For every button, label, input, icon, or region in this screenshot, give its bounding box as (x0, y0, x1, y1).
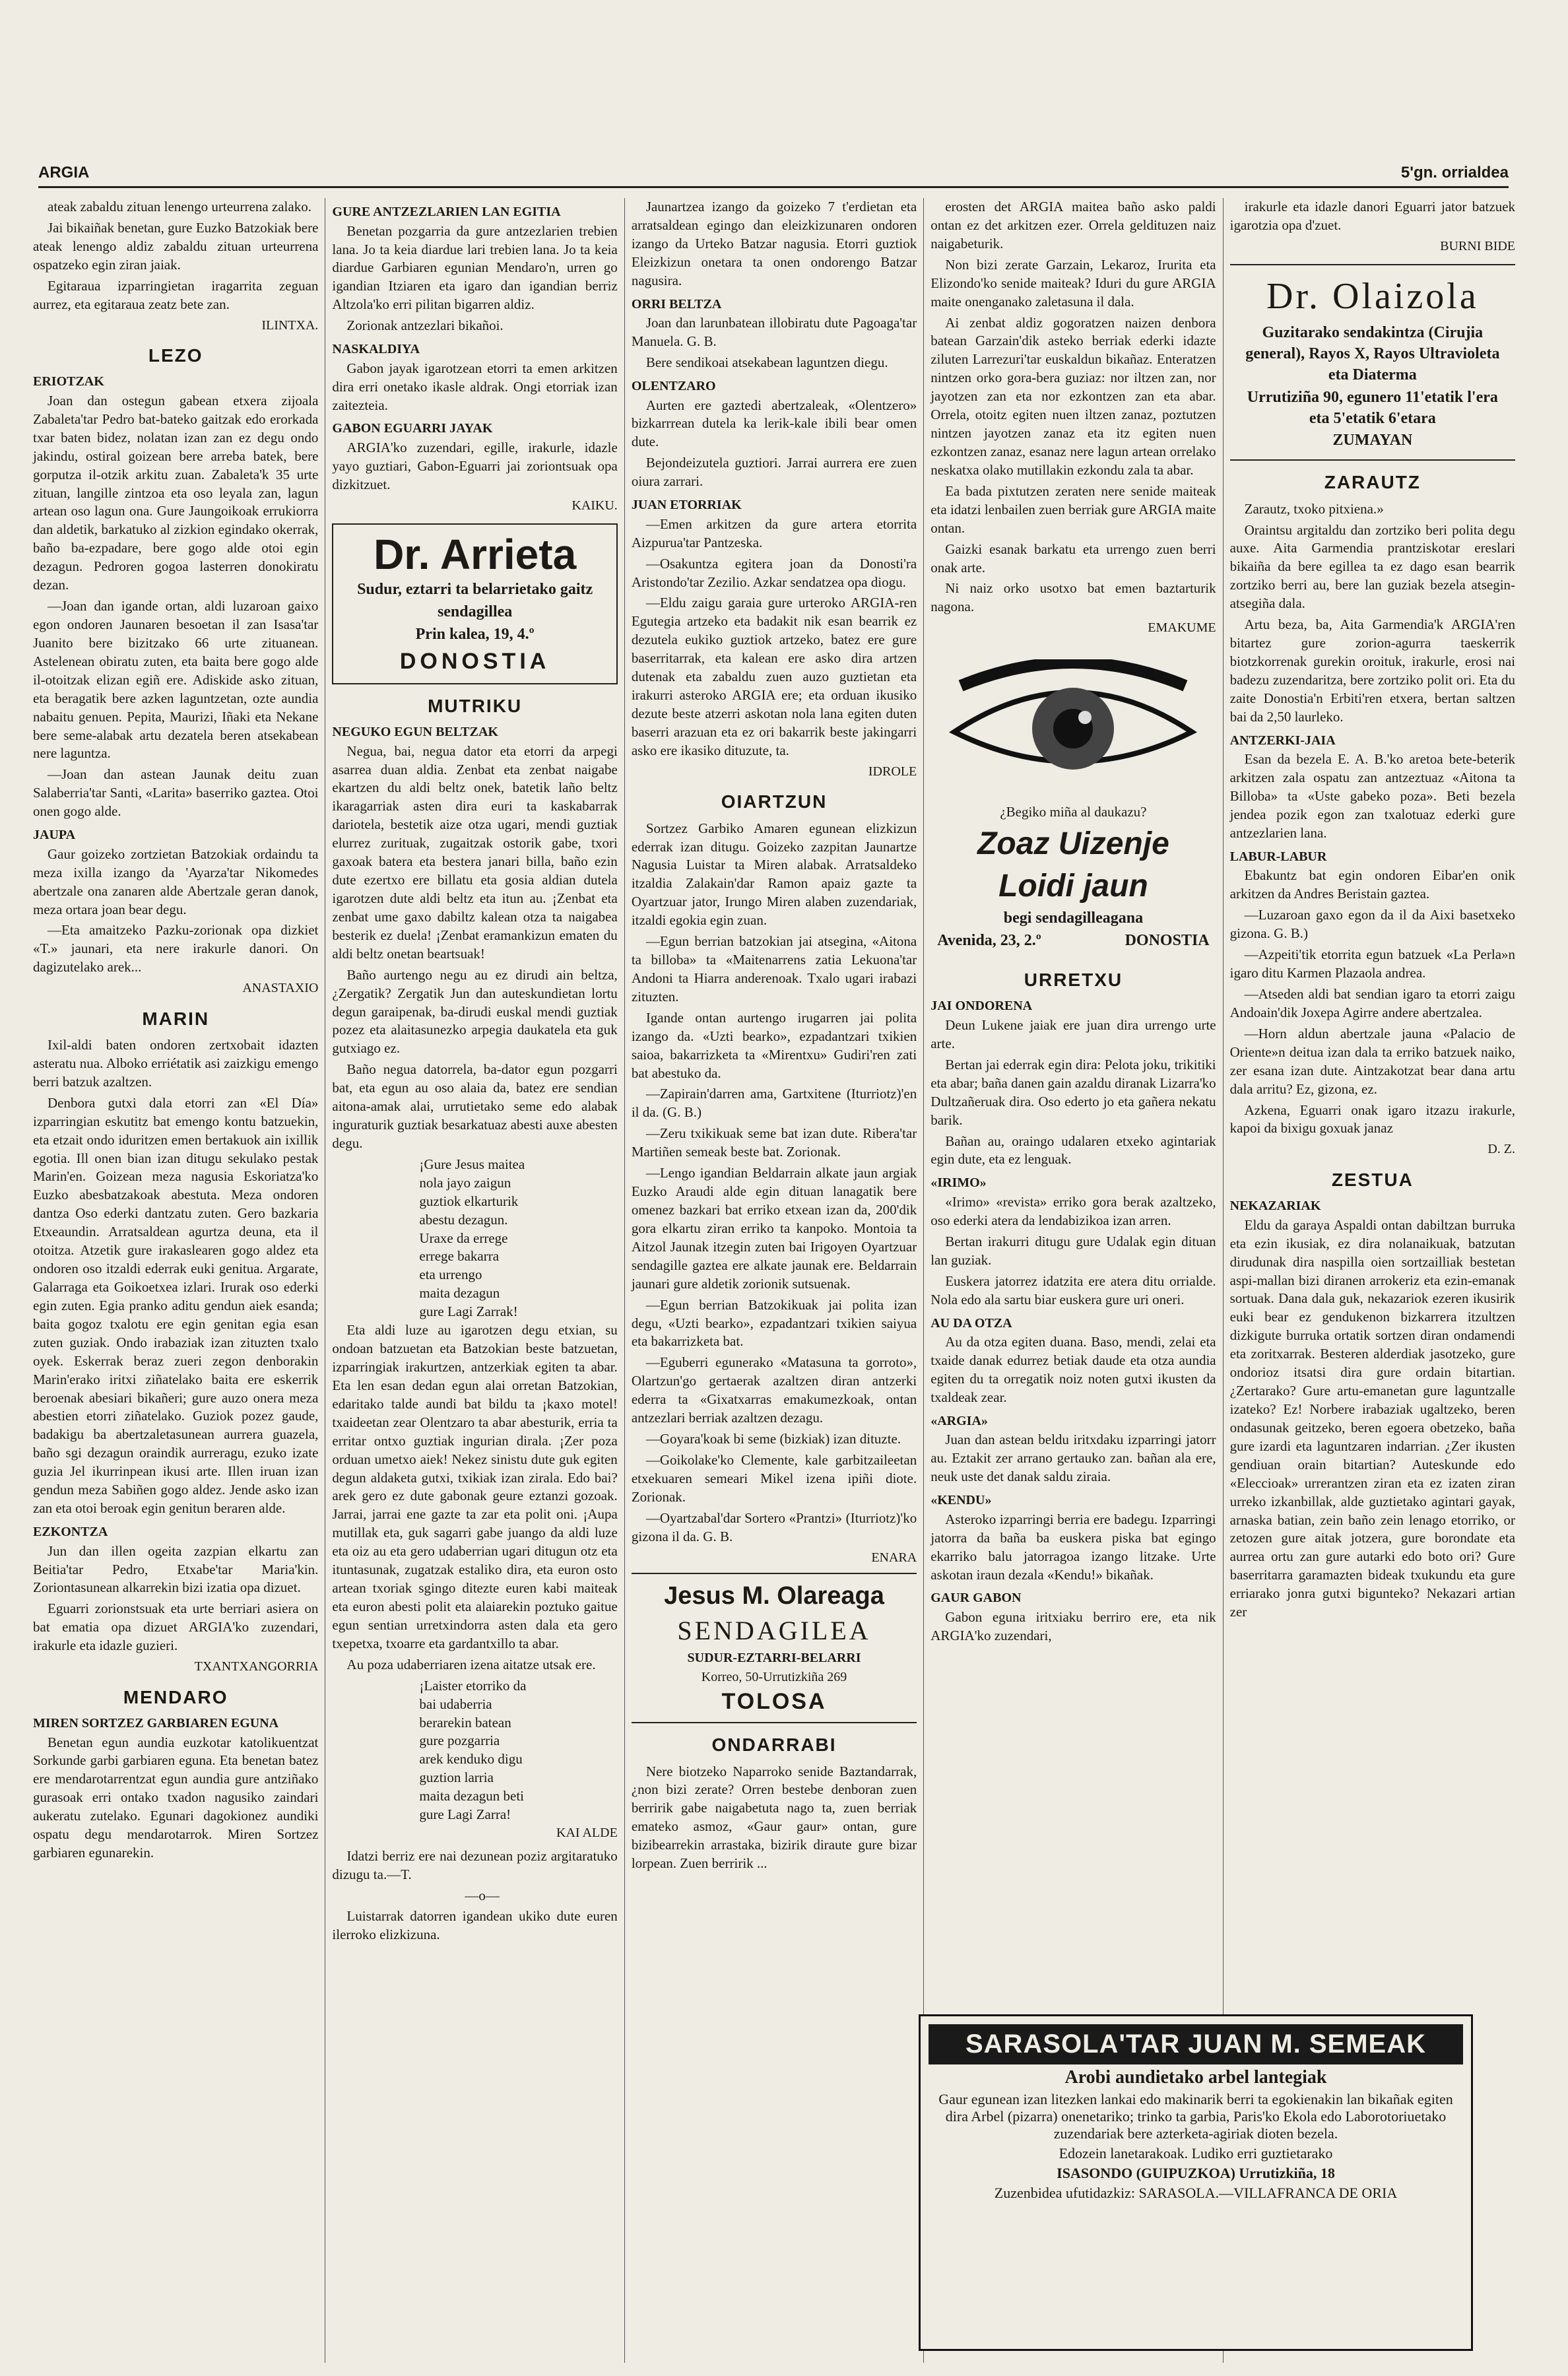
section-heading: GURE ANTZEZLARIEN LAN EGITIA (332, 205, 561, 219)
article-paragraph: Bertan jai ederrak egin dira: Pelota joku, trikitiki eta abar; baña danen gain azaldu diranak Lizarra'ko Dultzañeruak dira. Oso ederto jo eta gañera nekatu barik. (931, 1056, 1216, 1128)
sarasola-line-1: Arobi aundietako arbel lantegiak (1064, 2067, 1327, 2088)
article-paragraph: Nere biotzeko Naparroko senide Baztandarrak, ¿non bizi zerate? Orren bestebe denboran zuen berririk gabe naigabetuta nago ta, zuen berriak emateko asmoz, «Gaur gaur» ontan, gure bizibearrekin arrastaka, bizirik diraute gure bizar lorpean. Zuen berririk ... (631, 1763, 917, 1872)
arrieta-advertisement (332, 523, 617, 684)
doctor-name: Jesus M. Olareaga (664, 1582, 884, 1610)
author-signature: KAIKU. (572, 498, 618, 513)
article-paragraph: —Lengo igandian Beldarrain alkate jaun argiak Euzko Araudi alde egin dituan lanagatik bere omenez bazkari bat erriko etxean izan da, 200'dik gora elkartu ziran erriko ta kanpoko. Montoia ta Aitzol Jaunak itzegin zuten bai Irigoyen Oyartzuar sendagille gaztea ere alkate jaunak ere. Beldarrain jaunari gure aldetik zorionik sutsuenak. (631, 1165, 917, 1292)
ad-title: SENDAGILEA (677, 1615, 871, 1645)
article-paragraph: Jai bikaiñak benetan, gure Euzko Batzokiak bere ateak lenengo aldiz zabaldu zituan urteurrena ospatzeko egin ziran jaiak. (33, 219, 319, 273)
article-paragraph: Azkena, Eguarri onak igaro itzazu irakurle, kapoi da bixigu goxuak janaz (1229, 1102, 1516, 1137)
ad-address: Avenida, 23, 2.º (937, 932, 1041, 950)
article-paragraph: —Atseden aldi bat sendian igaro ta etorri zaigu Andoain'dik Joxepa Agirre andere abertzalea. (1229, 985, 1516, 1020)
author-signature: ILINTXA. (261, 317, 319, 333)
article-paragraph: Sortzez Garbiko Amaren egunean elizkizun ederrak izan ditugu. Goizeko zazpitan Jaunartze Nagusia Luistar ta Miren alabak. Arratsaldeko itzaldia Zalakain'dar Ramon apaiz gazte ta Oyartzuar jator, Irungo Miren alaben zuzendariak, itzaldi egokia egin zuan. (631, 820, 917, 929)
article-paragraph: ARGIA'ko zuzendari, egille, irakurle, idazle yayo guztiari, Gabon-Eguarri jai zoriontsuak opa dizkitzuet. (332, 440, 618, 492)
author-signature: TXANTXANGORRIA (194, 1659, 319, 1674)
poem-line: gure Lagi Zarrak! (419, 1304, 518, 1320)
section-heading: GABON EGUARRI JAYAK (332, 421, 493, 436)
article-paragraph: «Irimo» «revista» erriko gora berak azaltzeko, oso ederki atera da lendabizikoa izan arren. (931, 1193, 1216, 1228)
author-signature: BURNI BIDE (1440, 238, 1516, 253)
author-signature: EMAKUME (1148, 620, 1216, 636)
column-2 (325, 198, 624, 2363)
sarasola-line-3: Edozein lanetarakoak. Ludiko erri guztietarako (1059, 2145, 1333, 2162)
section-heading: LABUR-LABUR (1229, 849, 1327, 864)
article-paragraph: Idatzi berriz ere nai dezunean poziz argitaratuko dizugu ta.—T. (332, 1847, 618, 1882)
ad-city: DONOSTIA (399, 648, 550, 674)
ad-address-row (937, 931, 1209, 952)
page-number: 5'gn. orrialdea (1400, 164, 1509, 182)
article-paragraph: Esan da bezela E. A. B.'ko aretoa bete-beterik arkitzen zala ospatu zan antzeztuaz «Aitona ta Billoba» ta «Uste gabeko poza». Beti bezela jendea pozik egon zan txalotuaz ederki gure antzezlarien lana. (1229, 751, 1516, 841)
poem-line: bai udaberria (419, 1696, 492, 1712)
page-header (38, 158, 1509, 188)
column-1 (26, 198, 325, 2363)
section-heading: NASKALDIYA (332, 342, 420, 357)
article-paragraph: Negua, bai, negua dator eta etorri da arpegi asarrea duan aldia. Zenbat eta zenbat naigabe ekartzen du aldi beltz onek, batetik laño beltz ikaragarriak asten dira euri ta kaskabarrak dariotela, bestetik aize otza ugari, mendi guztiak elurrez zurituak, zugaitzak ostorik gabe, txori gaxoak batera eta bestera janari billa, baño ezin dute ezertxo ere billatu eta gosia aldian dutela igarotzen dute aldi beltz eta itun au. ¡Zenbat eta zenbat ume gaxo dabiltz kalean otza ta naigabea besterik ez duela! ¡Zenbat eramankizun ematen du aldi beltz onetan beartsuak! (332, 742, 618, 962)
article-paragraph: —Azpeiti'tik etorrita egun batzuek «La Perla»n igaro ditu Karmen Plazaola andrea. (1229, 946, 1516, 981)
ad-line: Sudur, eztarri ta belarrietako gaitz (357, 580, 593, 598)
section-heading: ANTZERKI-JAIA (1229, 733, 1336, 748)
town-heading: ZARAUTZ (1324, 472, 1421, 493)
article-paragraph: —Luzaroan gaxo egon da il da Aixi basetxeko gizona. G. B.) (1229, 907, 1516, 942)
article-paragraph: Jaunartzea izango da goizeko 7 t'erdietan eta arratsaldean egingo dan eleizkizunaren ondoren izango da Urteko Batzar nagusia. Etorri guztiok Eleizkizun onetara ta onen ondorengo Batzar nagusira. (631, 199, 917, 288)
article-paragraph: ateak zabaldu zituan lenengo urteurrena zalako. (48, 199, 311, 214)
article-paragraph: Benetan pozgarria da gure antzezlarien trebien lana. Jo ta keia diardue lari trebien lana. Jo ta keia diardue Garbiaren egunian Mendaro'n, urren go igandian Itziaren eta igaro dan igandian berriz Altzola'ko erri pilitan bigarren aldiz. (332, 222, 618, 313)
article-paragraph: Non bizi zerate Garzain, Lekaroz, Irurita eta Elizondo'ko senide maiteak? Iduri du gure ARGIA maite onenganako zaletasuna il dala. (931, 256, 1216, 310)
article-paragraph: —Eldu zaigu garaia gure urteroko ARGIA-ren Egutegia artzeko eta badakit nik esan bearrik ez dezutela eukiko guztiok artzeko, batez ere gure baserritarrak, eta kalean ere asko dira artzen dutenak eta zabaldu zuen auzo guztietan eta irakurri asteroko ARGIA ere; eta orduan ikusiko dezute beste atzerri askotan nola lana egiten duten baserri arazuan eta ez ori bakarrik beste jakingarri asko ere ikasiko dituzute, ta. (631, 595, 917, 758)
separator: —o— (465, 1887, 500, 1903)
author-signature: ENARA (871, 1550, 917, 1565)
ad-line: sendagillea (437, 603, 513, 620)
section-heading: ERIOTZAK (33, 374, 104, 389)
poem-line: maita dezagun beti (419, 1788, 525, 1804)
sarasola-line-2: Gaur egunean izan litezken lankai edo makinarik berri ta egokienakin lan bikañak egiten dira Arbel (pizarra) onenetariko; trinko ta garbia, Paris'ko Ekola edo Laborotoriuetako zuzendariak bere azterketa-agiriak dioten bezela. (938, 2091, 1453, 2142)
article-paragraph: —Horn aldun abertzale jauna «Palacio de Oriente»n deitua izan dala ta erriko batzuek naiko, zer esana izan dute. Aintzakotzat bear dana artu dala arritu? Ez, gizona, ez. (1229, 1025, 1516, 1097)
article-paragraph: Bere sendikoai atsekabean laguntzen diegu. (645, 354, 888, 371)
article-paragraph: Ebakuntz bat egin ondoren Eibar'en onik arkitzen da Andres Beristain gaztea. (1229, 867, 1516, 902)
article-paragraph: Bañan au, oraingo udalaren etxeko agintariak egin dute, eta ez lenguak. (931, 1133, 1216, 1168)
loidi-advertisement (931, 646, 1216, 958)
town-heading: MENDARO (123, 1686, 228, 1707)
town-heading: ONDARRABI (711, 1734, 837, 1756)
section-heading: MIREN SORTZEZ GARBIAREN EGUNA (33, 1715, 279, 1731)
article-paragraph: Au da otza egiten duana. Baso, mendi, zelai eta txaide danak edurrez betiak daude eta otza aundia egiten du ta orregatik noiz noten gutxi ikusten da txaldeak zear. (931, 1334, 1216, 1405)
section-heading: ORRI BELTZA (631, 296, 722, 312)
poem-line: gure Lagi Zarra! (419, 1806, 511, 1823)
section-heading: OLENTZARO (631, 378, 716, 393)
poem-line: guztiok elkarturik (419, 1193, 519, 1209)
ad-question: ¿Begiko miña al daukazu? (1000, 803, 1147, 820)
article-paragraph: —Oyartzabal'dar Sortero «Prantzi» (Iturriotz)'ko gizona il da. G. B. (631, 1509, 917, 1544)
article-paragraph: —Emen arkitzen da gure artera etorrita Aizpurua'tar Pantzeska. (631, 515, 917, 550)
jesus-advertisement (632, 1573, 917, 1723)
article-paragraph: Aurten ere gaztedi abertzaleak, «Olentzero» bizkarrrean dutela ka lerik-kale ibili bear omen dute. (631, 397, 917, 450)
sarasola-title: SARASOLA'TAR JUAN M. SEMEAK (929, 2024, 1463, 2064)
article-paragraph: Deun Lukene jaiak ere juan dira urrengo urte arte. (931, 1017, 1216, 1051)
poem-line: maita dezagun (419, 1285, 500, 1302)
ad-city: TOLOSA (721, 1689, 827, 1715)
poem-line: arek kenduko digu (419, 1751, 523, 1767)
town-heading: LEZO (148, 345, 203, 366)
article-paragraph: Baño aurtengo negu au ez dirudi ain beltza, ¿Zergatik? Zergatik Jun dan auteskundietan lortu degun garaipenak, ba-dirudi euskal mendi guztiak pozez eta alaitasunezko arpegia daukatela eta guk gutxiago ez. (332, 966, 618, 1057)
article-paragraph: Gabon eguna iritxiaku berriro ere, eta nik ARGIA'ko zuzendari, (931, 1609, 1216, 1643)
article-paragraph: Gaizki esanak barkatu eta urrengo zuen berri onak arte. (931, 541, 1216, 576)
article-paragraph: Bertan irakurri ditugu gure Udalak egin dituan lan guziak. (931, 1233, 1216, 1268)
sarasola-line-4: ISASONDO (GUIPUZKOA) Urrutizkiña, 18 (1057, 2165, 1335, 2181)
article-paragraph: —Zeru txikikuak seme bat izan dute. Ribera'tar Martiñen semeak beste bat. Zorionak. (631, 1125, 917, 1160)
article-paragraph: —Osakuntza egitera joan da Donosti'ra Aristondo'tar Zezilio. Azkar sendatzea opa diogu. (631, 555, 917, 590)
town-heading: URRETXU (1024, 970, 1123, 991)
article-paragraph: —Joan dan astean Jaunak deitu zuan Salaberria'tar Santi, «Larita» baserriko gaztea. Otoi onen gogo alde. (33, 766, 319, 820)
article-paragraph: —Joan dan igande ortan, aldi luzaroan gaixo egon ondoren Jaunaren besoetan il zan Isasa'tar Juanito bere bizitzako 66 urte zituanean. Astelenean obiratu zuten, eta baita bere gogo alde il-otoitzak elizan egiñ ere. Adiskide asko zituan, eta beragatik bere azken laguntzetan, ozte aundia nabaitu genuen. Pepita, Maurizi, Iñaki eta Nekane bere seme-alabak artu dezatela beren atsekabean nere laguntza. (33, 598, 319, 762)
poem-line: guztion larria (419, 1769, 494, 1786)
section-heading: NEKAZARIAK (1229, 1199, 1321, 1214)
article-paragraph: Joan dan ostegun gabean etxera zijoala Zabaleta'tar Pedro bat-bateko gaitzak edo erorkada txar baten bidez, nolatan izan zan ez degu ondo jakindu, ostiral goizean bere arreba batek, bere gorputza il-otzik arkitu zuan. Zabaleta'k 35 urte zituan, langille zintzoa eta oso leyala zan, lagun artean oso lagun ona. Gure Jaungoikoak errukiorra dan aldetik, barkatuko al zizkion egindako okerrak, baño ba-ezpadare, bere gogo alde otoi egin dezagun. Pedroren gogoa lasterren donokiratu dezan. (33, 392, 319, 593)
article-paragraph: Ai zenbat aldiz gogoratzen naizen denbora batean Garzain'dik asteko berriak ederki idazte ziluten Larrezuri'tar euskaldun bikañaz. Enteratzen nintzen orko gora-bera guziaz: nor iltzen zan, nor jayotzen zan eta nor ezkontzen zan eta abar. Orrela, otoitz egiten nuen iltzen zanaz, poztutzen nintzen jayotzen zanaz eta itz egiten nuen ezkontzen zanaz, esanaz nere lagun artean orrelako neskatxa olako mutillakin ezkondu zala ta abar. (931, 314, 1216, 478)
article-paragraph: —Egun berrian batzokian jai atsegina, «Aitona ta billoba» ta «Maitenarrens zatia Lekuona'tar Andoni ta Hiarra anderenoak. Txalo ugari irabazi zituzten. (631, 933, 917, 1005)
ad-specialty: begi sendagilleagana (1003, 909, 1144, 927)
town-heading: MUTRIKU (428, 695, 523, 716)
article-paragraph: Au poza udaberriaren izena aitatze utsak ere. (346, 1656, 596, 1672)
poem-line: eta urrengo (419, 1267, 482, 1283)
ad-specialty: SUDUR-EZTARRI-BELARRI (687, 1650, 861, 1665)
article-paragraph: Zorionak antzezlari bikañoi. (346, 317, 504, 334)
section-heading: «IRIMO» (931, 1175, 987, 1191)
poem-line: nola jayo zaigun (419, 1174, 511, 1191)
article-paragraph: Denbora gutxi dala etorri zan «El Día» izparringian eskutitz bat emengo kontu batzuekin, eta etzait ondo iduritzen emen bertakuok ain ixillik egotia. Ill onen bian izan ditugu sekulako pestak Marin'en. Goizean meza nagusia Eskoriatza'ko Euzko abesbatzakoak abestuta. Meza ondoren dantza Oso ederki dantzatu zuten. Gero bazkaria Etxeaundin. Arratsaldean agurtza deuna, eta il otoitza. Atzetik gure irakaslearen gogo aldez eta ondoren oso itzaldi ederrak euki genitua. Argarate, Galarraga eta Goikoetxea izlari. Irurak oso ederki egin zuten. Egia pranko aditu gendun aiek esanda; baita gogoz txalotu ere egin genitan egia esan zuten guziak. Ondo irabaziak izan zituzten txalo oyek. Eskerrak beraz zueri zegon denborakin Marin'erako iritxi ziñatelako baita ere eskerrik beroenak abesiari bikañeri; gure auzo onera meza abestien etorri ziñatelako. Guziok pozez gaude, badakigu ba abertzaletasunean aurrera guazela, baño sgi dezagun oraindik aurreragu, ezuko izate guzia Jel ikurrinpean ikusi arte. Illen iruan izan gendun meza Sabiñen gogo aldez. Jende asko izan zan eta otoi beroak egin genitun beraren alde. (33, 1094, 319, 1517)
article-paragraph: Jun dan illen ogeita zazpian elkartu zan Beitia'tar Pedro, Etxabe'tar Maria'kin. Zoriontasunean alkarrekin bizi izatia opa dizuet. (33, 1542, 319, 1596)
ad-address: Prin kalea, 19, 4.º (415, 625, 535, 643)
article-paragraph: —Zapirain'darren ama, Gartxitene (Iturriotz)'en il da. (G. B.) (631, 1086, 917, 1121)
article-paragraph: Oraintsu argitaldu dan zortziko beri polita degu auxe. Aita Garmendia prantziskotar ereslari bikaiña da bere egillea ta ez dago esan bearrik zortziko berri au, bere lan guziak bezela atsegin-atsegiña dala. (1229, 521, 1516, 612)
article-paragraph: irakurle eta idazle danori Eguarri jator batzuek igarotzia opa d'zuet. (1229, 199, 1516, 233)
section-heading: JAUPA (33, 828, 76, 843)
ad-address: Korreo, 50-Urrutizkiña 269 (701, 1669, 847, 1684)
eye-illustration (937, 659, 1209, 797)
article-paragraph: Eta aldi luze au igarotzen degu etxian, su ondoan batzuetan eta Batzokian beste batzuetan, izparringiak irakurtzen, antzerkiak egiten ta abar. Eta len esan dedan egun alai orretan Batzokian, edaritako talde aundi bat bildu ta ¡kaxo motel! txaideetan zear Olentzaro ta abar abesturik, erria ta erritar ontxo guztiak ingurian dirala. ¡Zer poza orduan umetxo aiek! Nekez sinistu dute guk egiten degun aldaketa gutxi, txikiak izan zirala. Edo bai? arek gero ez dute gabonak geure eztanzi gozoak. Jarrai, jarrai ene gazte ta zar eta polit oni. ¡Aupa mutillak eta, guk sagarri gabe juango da aldi luze eta oiz au eta gero udaberrian ugari ditugun otz eta ituntasunak, zugatzak estaliko dira, eta euron osto artean txoriak sgingo ditezte euren kabi maiteak eta euron abesti polit eta alaiarekin poztuko gaitue egun sentian urretxindorra asten dala eta gero txepetxa, txoarre eta gardantxillo ta abar. (332, 1322, 618, 1651)
section-heading: AU DA OTZA (931, 1315, 1012, 1331)
section-heading: EZKONTZA (33, 1525, 108, 1539)
author-signature: ANASTAXIO (242, 981, 319, 996)
ad-line: Guzitarako sendakintza (Cirujia general), Rayos X, Rayos Ultravioleta eta Diaterma (1245, 323, 1500, 383)
column-3 (625, 198, 924, 2363)
article-paragraph: erosten det ARGIA maitea baño asko paldi ontan ez det arkitzen ezer. Orrela geldituzen naiz naigabeturik. (931, 199, 1216, 251)
article-paragraph: Eguarri zorionstsuak eta urte berriari asiera on bat ematia opa dizuet ARGIA'ko zuzendari, irakurle eta idazle guzieri. (33, 1600, 319, 1654)
section-heading: JUAN ETORRIAK (631, 498, 742, 513)
town-heading: ZESTUA (1331, 1169, 1414, 1190)
author-signature: IDROLE (868, 764, 917, 779)
article-paragraph: —Eguberri egunerako «Matasuna ta gorroto», Olartzun'go gertaerak azaltzen diran antzerki ederra ta «Gixatxarras emakumezkoak, ontan antzezlari berriak azaltzen dezagu. (631, 1354, 917, 1426)
article-paragraph: Juan dan astean beldu iritxdaku izparringi jatorr au. Eztakit zer arrano gertauko zan. bañan ala ere, neuk uste det danak saldu ziraia. (931, 1432, 1216, 1485)
ad-city: DONOSTIA (1125, 932, 1210, 950)
section-heading: «KENDU» (931, 1493, 992, 1508)
article-paragraph: Egitaraua izparringietan iragarrita zeguan aurrez, eta egitaraua zeatz bete zan. (33, 277, 319, 312)
article-paragraph: Ni naiz orko usotxo bat emen baztarturik nagona. (931, 580, 1216, 615)
sarasola-advertisement (919, 2014, 1473, 2351)
poem-line: ¡Gure Jesus maitea (419, 1156, 525, 1172)
poem-line: gure pozgarria (419, 1732, 500, 1749)
article-paragraph: Bejondeizutela guztiori. Jarrai aurrera ere zuen oiura zarrari. (631, 455, 917, 490)
article-paragraph: Baño negua datorrela, ba-dator egun pozgarri bat, eta egun au oso alaia da, batez ere sendian aitona-amak alai, urrutietako seme edo alabak inguraturik guztiak besarkatuaz abesti auxe abesten degu. (332, 1061, 618, 1151)
article-paragraph: Igande ontan aurtengo irugarren jai polita izango da. «Uzti bearko», ezpadantzari txikien saioa, bakarrizketa ta «Mirentxu» Gudiri'ren zati bat abestuko da. (631, 1009, 917, 1081)
article-paragraph: Artu beza, ba, Aita Garmendia'k ARGIA'ren bitartez gure zorion-agurra taeskerrik biotzkorrenak gurekin oroituk, irakurle, erosi nai badezu zuzendaritza, bere zortziko polit ori. Eta du zaite Donostia'n Erbiti'ren etxera, bertan saltzen bai da 2,50 laurleko. (1229, 616, 1516, 725)
article-paragraph: —Goikolake'ko Clemente, kale garbitzaileetan etxekuaren semeari Mikel izena ipiñi diote. Zorionak. (631, 1452, 917, 1505)
paper-name: ARGIA (38, 164, 90, 182)
article-paragraph: —Egun berrian Batzokikuak jai polita izan degu, «Uzti bearko», ezpadantzari txikien saiyua eta bakarrizketa bat. (631, 1296, 917, 1350)
olaizola-advertisement (1230, 264, 1515, 461)
town-heading: OIARTZUN (721, 791, 828, 812)
author-signature: KAI ALDE (556, 1826, 618, 1841)
section-heading: NEGUKO EGUN BELTZAK (332, 725, 498, 739)
article-paragraph: Gabon jayak igarotzean etorri ta emen arkitzen dira erri onetako ikasle aldrak. Ongi etorriak izan zaitezteia. (332, 360, 618, 413)
doctor-name: Dr. Olaizola (1266, 276, 1479, 317)
article-paragraph: Eldu da garaya Aspaldi ontan dabiltzan burruka eta ezin ikusiak, ez dira nolanaikuak, batzutan dirudunak dira naspilla oien sortzailliak bestetan aspi-mallan bizi diranen arrokeriz eta ezin-emanak sortuak. Dana dala guk, nekazariok ezeren ikusirik euki bear ez gendukenon bizkarrera itzultzen dizkigute burruka ortatik sortzen diran ondamendi eta zoritxarrak. Besteren alderdiak jasotzeko, gure ondorioz itsatsi dira gure ordain bitartian. ¿Zertarako? Gure artu-emanetan gure laguntzalle izateko? Ez! Norbere irabaziak ugaltzeko, beren ondasunak geitzeko, beren egoera obetzeko, baña gure izardi eta laguntzaren indarrian. ¿Zer ikusten gendiuan orain bitartian? Auteskunde edo «Eleccioak» urrerantzen ziran eta ez izaten ziran urreko izkanbillak, alde guztietako agintari gayak, arnaska batian, zein baño zein lenago etorriko, or zetozen gure aitak jotzera, gure borondate eta aurrea ortu zan gure autarki edo boto ori? Gure baserritarra garamazten bideak txukundu eta gure erriarako jonra gutxi bigunteko? Nekazari artian zer (1229, 1216, 1516, 1620)
sarasola-line-5: Zuzenbidea ufutidazkiz: SARASOLA.—VILLAFRANCA DE ORIA (994, 2185, 1398, 2201)
town-heading: MARIN (142, 1008, 210, 1029)
poem-line: abestu dezagun. (419, 1211, 508, 1228)
article-paragraph: Ea bada pixtutzen zeraten nere senide maiteak eta idatzi lenbailen zuen berriak gure ARGIA maite ontan. (931, 482, 1216, 536)
poem-line: Uraxe da errege (419, 1230, 508, 1246)
section-heading: «ARGIA» (931, 1413, 988, 1428)
article-paragraph: Benetan egun aundia euzkotar katolikuentzat Sorkunde garbi garbiaren eguna. Eta benetan batez ere mendarotarrentzat egun aundia gure antziñako gurasoak erri ontako txadon nagusiko zaindari aukeratu zutelako. Egunari dagokionez aundiki ospatu degu mendarotarrok. Miren Sortzez garbiaren egunarekin. (33, 1734, 319, 1861)
article-paragraph: Euskera jatorrez idatzita ere atera ditu orrialde. Nola edo ala sartu biar euskera gure uri oneri. (931, 1272, 1216, 1307)
article-paragraph: —Goyara'koak bi seme (bizkiak) izan dituzte. (645, 1431, 901, 1447)
author-signature: D. Z. (1487, 1142, 1516, 1157)
section-heading: GAUR GABON (931, 1591, 1022, 1606)
article-paragraph: Joan dan larunbatean illobiratu dute Pagoaga'tar Manuela. G. B. (631, 315, 917, 350)
poem-line: errege bakarra (419, 1248, 500, 1265)
article-paragraph: Zarautz, txoko pitxiena.» (1244, 500, 1384, 517)
poem-line: ¡Laister etorriko da (419, 1677, 527, 1694)
eye-icon (948, 659, 1198, 791)
poem-verse (332, 1677, 617, 1824)
article-paragraph: Asteroko izparringi berria ere badegu. Izparringi jatorra da baña ba euskera piska bat egingo ekarriko balu jatorragoa izango litzake. Urte askotan iraun dezala «Kendu!» bikañak. (931, 1511, 1216, 1583)
poem-verse (332, 1156, 617, 1321)
ad-line: Urrutiziña 90, egunero 11'etatik l'era eta 5'etatik 6'etara (1247, 388, 1498, 427)
article-paragraph: Ixil-aldi baten ondoren zertxobait idazten asteratu nua. Alboko erriétatik asi zaizkigu emengo berri batzuk azaltzen. (33, 1037, 319, 1090)
article-paragraph: Gaur goizeko zortzietan Batzokiak ordaindu ta meza ixilla izango da 'Ayarza'tar Nikomedes abertzale ona zanaren alde Abertzale geran danok, meza ortara joan bear degu. (33, 845, 319, 917)
poem-line: berarekin batean (419, 1714, 511, 1731)
section-heading: JAI ONDORENA (931, 999, 1033, 1014)
ad-city: ZUMAYAN (1332, 432, 1413, 449)
doctor-name: Zoaz Uizenje Loidi jaun (977, 826, 1169, 904)
doctor-name: Dr. Arrieta (374, 531, 577, 579)
article-paragraph: —Eta amaitzeko Pazku-zorionak opa dizkiet «T.» jaunari, eta nere irakurle danori. On dagizutelako arek... (33, 922, 319, 975)
article-paragraph: Luistarrak datorren igandean ukiko dute euren ilerroko elizkizuna. (332, 1908, 618, 1943)
